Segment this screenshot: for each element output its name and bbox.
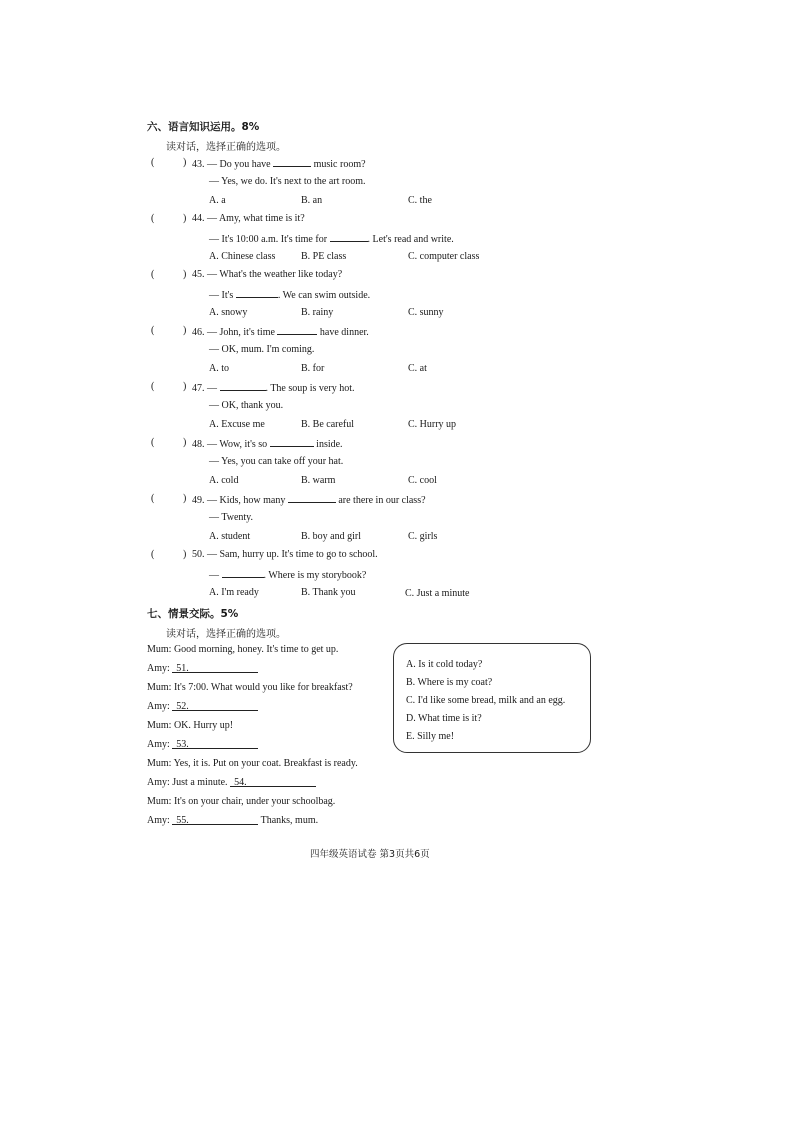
option-b: B. for [301, 363, 325, 374]
section7-instruction: 读对话，选择正确的选项。 [166, 629, 286, 640]
answer-blank: 52. [172, 701, 258, 711]
answer-paren-close: ) [183, 437, 187, 448]
answer-paren-open: ( [151, 381, 155, 392]
question-reply: — OK, thank you. [209, 400, 284, 411]
answer-paren-close: ) [183, 549, 187, 560]
option-a: A. a [209, 195, 226, 206]
option-c: C. Hurry up [408, 419, 457, 430]
dialogue-line: Mum: Yes, it is. Put on your coat. Breakfast is ready. [147, 758, 358, 769]
answer-blank [288, 493, 336, 503]
answer-paren-close: ) [183, 157, 187, 168]
choice-b: B. Where is my coat? [406, 677, 493, 688]
question-reply: — . Where is my storybook? [209, 570, 367, 581]
option-b: B. rainy [301, 307, 334, 318]
question-stem: 48. — Wow, it's so inside. [192, 439, 343, 450]
answer-blank [236, 288, 278, 298]
option-a: A. student [209, 531, 251, 542]
option-b: B. Be careful [301, 419, 355, 430]
dialogue-line: Amy: Just a minute. 54. [147, 777, 316, 788]
option-c: C. the [408, 195, 432, 206]
option-b: B. PE class [301, 251, 347, 262]
option-c: C. computer class [408, 251, 480, 262]
option-a: A. Excuse me [209, 419, 265, 430]
option-b: B. an [301, 195, 323, 206]
section7-title: 七、情景交际。5% [147, 608, 239, 620]
answer-paren-close: ) [183, 493, 187, 504]
option-a: A. I'm ready [209, 587, 259, 598]
option-a: A. snowy [209, 307, 248, 318]
option-a: A. Chinese class [209, 251, 276, 262]
answer-blank: 54. [230, 777, 316, 787]
question-stem: 45. — What's the weather like today? [192, 269, 343, 280]
option-b: B. boy and girl [301, 531, 361, 542]
question-reply: — Yes, we do. It's next to the art room. [209, 176, 366, 187]
question-stem: 46. — John, it's time have dinner. [192, 327, 369, 338]
answer-paren-close: ) [183, 213, 187, 224]
section6-instruction: 读对话，选择正确的选项。 [166, 142, 286, 153]
answer-paren-open: ( [151, 157, 155, 168]
option-c: C. Just a minute [405, 588, 470, 599]
question-stem: 44. — Amy, what time is it? [192, 213, 305, 224]
option-a: A. cold [209, 475, 239, 486]
question-reply: — Twenty. [209, 512, 254, 523]
question-reply: — It's 10:00 a.m. It's time for . Let's read and write. [209, 234, 454, 245]
option-b: B. warm [301, 475, 336, 486]
option-c: C. at [408, 363, 427, 374]
answer-blank: 51. [172, 663, 258, 673]
dialogue-line: Mum: It's 7:00. What would you like for breakfast? [147, 682, 353, 693]
answer-blank [277, 325, 317, 335]
answer-blank [220, 381, 266, 391]
answer-blank: 53. [172, 739, 258, 749]
answer-paren-close: ) [183, 381, 187, 392]
question-stem: 43. — Do you have music room? [192, 159, 366, 170]
question-stem: 47. — . The soup is very hot. [192, 383, 355, 394]
answer-blank [270, 437, 314, 447]
answer-paren-open: ( [151, 549, 155, 560]
choice-c: C. I'd like some bread, milk and an egg. [406, 695, 566, 706]
section6-title: 六、语言知识运用。8% [147, 121, 260, 133]
option-b: B. Thank you [301, 587, 356, 598]
option-c: C. girls [408, 531, 438, 542]
answer-paren-open: ( [151, 213, 155, 224]
dialogue-line: Amy: 53. [147, 739, 258, 750]
dialogue-line: Amy: 51. [147, 663, 258, 674]
question-reply: — Yes, you can take off your hat. [209, 456, 344, 467]
dialogue-line: Mum: It's on your chair, under your schoolbag. [147, 796, 336, 807]
page-footer: 四年级英语试卷 第3页共6页 [310, 849, 430, 860]
dialogue-line: Amy: 52. [147, 701, 258, 712]
option-a: A. to [209, 363, 229, 374]
option-c: C. sunny [408, 307, 444, 318]
choice-d: D. What time is it? [406, 713, 482, 724]
dialogue-line: Mum: OK. Hurry up! [147, 720, 234, 731]
answer-paren-close: ) [183, 269, 187, 280]
answer-blank [330, 232, 368, 242]
answer-paren-open: ( [151, 325, 155, 336]
question-stem: 49. — Kids, how many are there in our class? [192, 495, 426, 506]
answer-paren-open: ( [151, 437, 155, 448]
answer-paren-open: ( [151, 493, 155, 504]
dialogue-line: Mum: Good morning, honey. It's time to get up. [147, 644, 339, 655]
option-c: C. cool [408, 475, 437, 486]
answer-paren-open: ( [151, 269, 155, 280]
question-reply: — OK, mum. I'm coming. [209, 344, 315, 355]
choice-e: E. Silly me! [406, 731, 455, 742]
answer-blank [222, 568, 264, 578]
answer-blank [273, 157, 311, 167]
answer-blank: 55. [172, 815, 258, 825]
dialogue-line: Amy: 55. Thanks, mum. [147, 815, 319, 826]
answer-paren-close: ) [183, 325, 187, 336]
choices-box [393, 643, 591, 753]
choice-a: A. Is it cold today? [406, 659, 483, 670]
question-reply: — It's . We can swim outside. [209, 290, 371, 301]
question-stem: 50. — Sam, hurry up. It's time to go to school. [192, 549, 378, 560]
